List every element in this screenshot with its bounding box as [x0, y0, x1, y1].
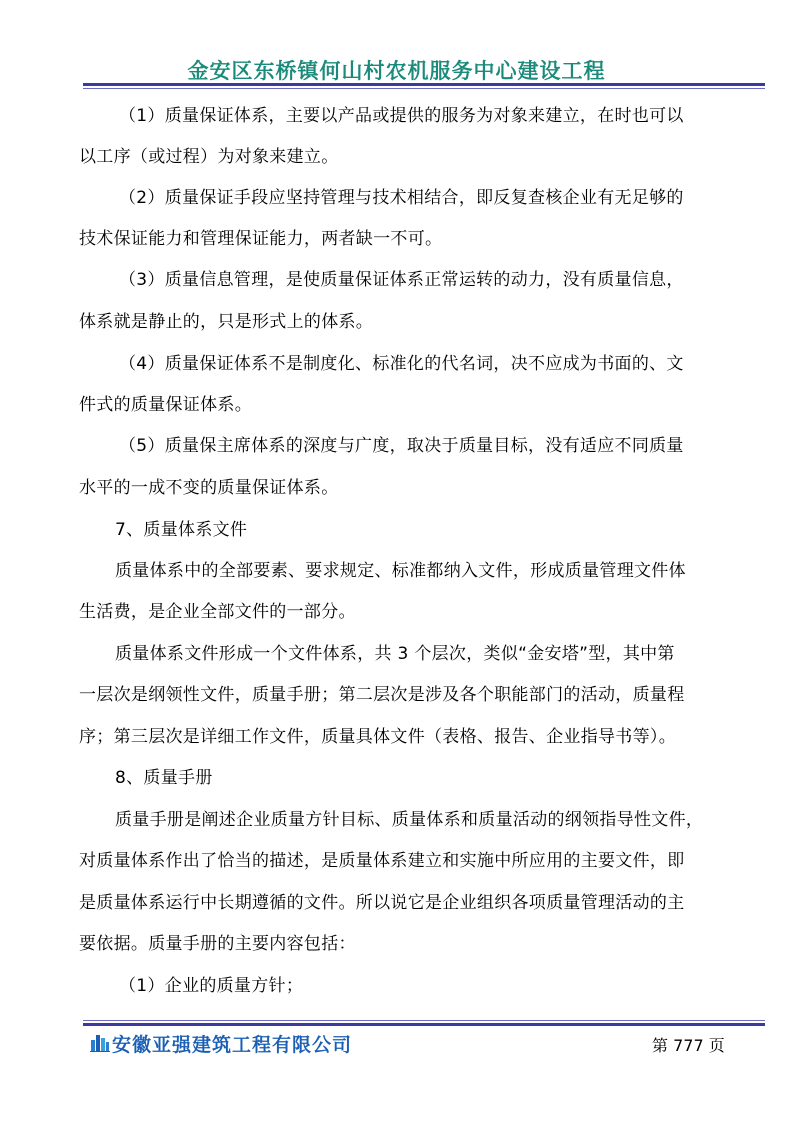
body-line: 对质量体系作出了恰当的描述，是质量体系建立和实施中所应用的主要文件，即	[79, 851, 685, 871]
body-line: 质量体系中的全部要素、要求规定、标准都纳入文件，形成质量管理文件体	[115, 561, 686, 581]
building-logo-icon	[90, 1032, 110, 1052]
body-line: （4）质量保证体系不是制度化、标准化的代名词，决不应成为书面的、文	[119, 354, 684, 374]
footer-rule-thick	[83, 1023, 765, 1026]
body-line: 质量手册是阐述企业质量方针目标、质量体系和质量活动的纲领指导性文件，	[115, 810, 704, 830]
body-line: （1）质量保证体系，主要以产品或提供的服务为对象来建立，在时也可以	[119, 106, 684, 126]
body-line: （5）质量保主席体系的深度与广度，取决于质量目标，没有适应不同质量	[119, 436, 684, 456]
header-rule-thin	[83, 88, 765, 89]
footer-rule-thin	[83, 1020, 765, 1021]
body-line: 以工序（或过程）为对象来建立。	[79, 147, 339, 167]
body-line: 要依据。质量手册的主要内容包括：	[79, 934, 356, 954]
body-line: （1）企业的质量方针；	[119, 976, 304, 996]
body-line: 水平的一成不变的质量保证体系。	[79, 478, 339, 498]
body-line: 质量体系文件形成一个文件体系，共 3 个层次，类似“金安塔”型，其中第	[115, 644, 675, 664]
footer-company-name: 安徽亚强建筑工程有限公司	[112, 1034, 353, 1056]
body-line: 生活费，是企业全部文件的一部分。	[79, 602, 356, 622]
page-number: 第 777 页	[652, 1036, 725, 1055]
body-line: 序；第三层次是详细工作文件，质量具体文件（表格、报告、企业指导书等）。	[79, 727, 676, 747]
body-line: 体系就是静止的，只是形式上的体系。	[79, 312, 374, 332]
page-header-title: 金安区东桥镇何山村农机服务中心建设工程	[187, 58, 606, 83]
body-line: （3）质量信息管理，是使质量保证体系正常运转的动力，没有质量信息，	[119, 270, 684, 290]
body-line: 是质量体系运行中长期遵循的文件。所以说它是企业组织各项质量管理活动的主	[79, 893, 685, 913]
section-heading: 8、质量手册	[115, 768, 213, 788]
body-line: 一层次是纲领性文件，质量手册；第二层次是涉及各个职能部门的活动，质量程	[79, 685, 685, 705]
header-rule-thick	[83, 83, 765, 86]
body-line: 件式的质量保证体系。	[79, 395, 252, 415]
section-heading: 7、质量体系文件	[115, 520, 248, 540]
body-line: 技术保证能力和管理保证能力，两者缺一不可。	[79, 229, 443, 249]
body-line: （2）质量保证手段应坚持管理与技术相结合，即反复查核企业有无足够的	[119, 188, 684, 208]
